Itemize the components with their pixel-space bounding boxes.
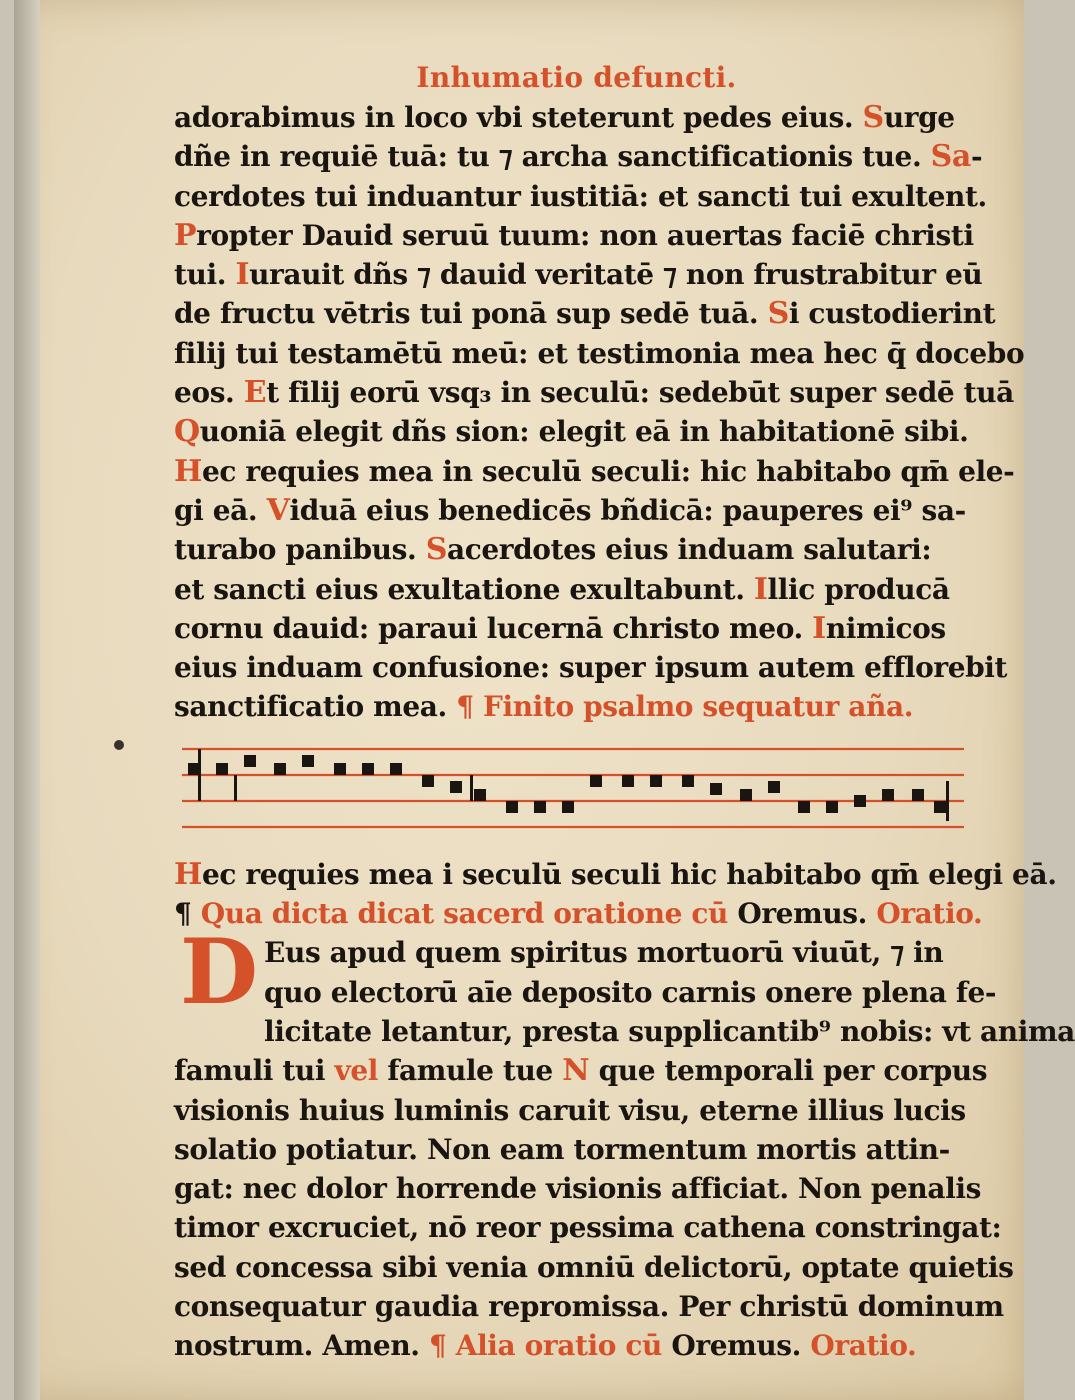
text-line <box>174 933 979 972</box>
text-line <box>174 1287 1004 1326</box>
body-text: eos. <box>174 376 244 410</box>
rubric-text: Sa <box>930 139 971 175</box>
neume <box>710 783 722 795</box>
text-line <box>174 1091 979 1130</box>
rubric-text: ¶ Finito psalmo sequatur aña. <box>456 690 914 724</box>
neume-stem <box>234 775 237 801</box>
rubric-text: P <box>174 217 197 253</box>
body-text: i custodierint <box>788 297 996 331</box>
body-text: sed concessa sibi venia omniū delictorū, optate quietis <box>174 1250 1014 1284</box>
body-text: nimicos <box>825 611 946 645</box>
neume <box>854 795 866 807</box>
text-line <box>174 216 979 255</box>
text-line <box>174 973 997 1012</box>
rubric-text: Oratio. <box>810 1329 917 1363</box>
body-text: iduā eius benedicēs bñdicā: pauperes ei⁹ sa- <box>289 493 966 527</box>
body-text: gat: nec dolor horrende visionis afficiat. Non penalis <box>174 1172 981 1206</box>
neume <box>650 775 662 787</box>
text-line <box>174 1012 1075 1051</box>
rubric-text: H <box>174 856 202 892</box>
neume <box>682 775 694 787</box>
neume <box>882 789 894 801</box>
psalm-text <box>174 98 1025 727</box>
neume <box>740 789 752 801</box>
text-line <box>174 1208 1002 1247</box>
neume <box>274 763 286 775</box>
text-line <box>174 412 979 451</box>
body-text: cerdotes tui induantur iustitiā: et sancti tui exultent. <box>174 179 987 213</box>
body-text: ec requies mea in seculū seculi: hic habitabo qm̄ ele- <box>201 454 1015 488</box>
neume <box>302 755 314 767</box>
body-text: et sancti eius exultatione exultabunt. <box>174 572 754 606</box>
ink-spot <box>114 740 124 750</box>
text-line <box>174 491 979 530</box>
body-text: quo electorū aīe deposito carnis onere plena fe- <box>264 975 997 1009</box>
text-line <box>174 255 983 294</box>
body-text: que temporali per corpus <box>589 1054 988 1088</box>
book-page <box>14 0 1075 1400</box>
body-text: Eus apud quem spiritus mortuorū viuūt, ⁊ in <box>264 936 944 970</box>
text-line <box>174 137 983 176</box>
rubric-text: Qua dicta dicat sacerd oratione cū <box>200 897 728 931</box>
neume-stem <box>198 749 201 801</box>
body-text: sanctificatio mea. <box>174 690 457 724</box>
body-text: t filij eorū vsq₃ in seculū: sedebūt super sedē tuā <box>266 376 1014 410</box>
neume-stem <box>946 781 949 821</box>
text-line <box>174 177 987 216</box>
neume <box>798 801 810 813</box>
body-text: adorabimus in loco vbi steterunt pedes eius. <box>174 101 863 134</box>
text-line <box>174 452 1015 491</box>
body-text: cornu dauid: paraui lucernā christo meo. <box>174 611 813 645</box>
rubric-text: Q <box>174 414 200 450</box>
body-text: famuli tui <box>174 1054 335 1088</box>
body-text: de fructu vētris tui ponā sup sedē tuā. <box>174 297 768 331</box>
neume-stem <box>470 775 473 801</box>
rubric-text: S <box>425 532 447 568</box>
text-line <box>174 609 979 648</box>
text-line <box>174 1051 988 1090</box>
rubric-text: V <box>266 492 290 528</box>
body-text: visionis huius luminis caruit visu, eterne illius lucis <box>174 1093 966 1127</box>
body-text: ec requies mea i seculū seculi hic habitabo qm̄ elegi eā. <box>201 857 1057 891</box>
text-line <box>174 570 979 609</box>
neume <box>422 775 434 787</box>
neume <box>826 801 838 813</box>
text-line <box>174 894 983 933</box>
body-text: timor excruciet, nō reor pessima cathena constringat: <box>174 1211 1002 1245</box>
neume <box>506 801 518 813</box>
body-text: Oremus. <box>662 1329 811 1363</box>
body-text: tui. <box>174 258 236 292</box>
neume <box>450 781 462 793</box>
text-line <box>174 648 1008 687</box>
neume <box>334 763 346 775</box>
neume <box>534 801 546 813</box>
body-text: ¶ <box>174 897 201 931</box>
rubric-text: I <box>812 610 826 646</box>
text-line <box>174 687 979 726</box>
rubric-text: I <box>753 571 768 607</box>
body-text: turabo panibus. <box>174 533 426 567</box>
neume <box>768 781 780 793</box>
body-text: gi eā. <box>174 493 267 527</box>
body-text: llic producā <box>767 572 950 606</box>
body-text: acerdotes eius induam salutari: <box>446 533 932 567</box>
rubric-text: H <box>174 453 202 489</box>
text-block <box>174 58 1075 1366</box>
neume <box>216 763 228 775</box>
neume <box>622 775 634 787</box>
body-text: eius induam confusione: super ipsum autem efflorebit <box>174 651 1008 685</box>
prayer-text <box>174 919 1075 1365</box>
neume <box>390 763 402 775</box>
body-text: famule tue <box>378 1054 563 1088</box>
antiphon-text <box>174 855 1057 934</box>
chant-staff <box>174 741 979 849</box>
body-text: - <box>970 140 983 174</box>
decorated-initial: D <box>180 919 259 1026</box>
text-line <box>174 530 979 569</box>
page-gutter-shadow <box>14 0 40 1400</box>
rubric-text: Oratio. <box>876 897 983 931</box>
prayer-section <box>174 919 1075 1365</box>
neume <box>362 763 374 775</box>
rubric-text: I <box>235 257 250 293</box>
neume <box>912 789 924 801</box>
body-text: ropter Dauid seruū tuum: non auertas faciē christi <box>196 218 974 252</box>
text-line <box>174 855 1057 894</box>
neume <box>590 775 602 787</box>
text-line <box>174 1130 979 1169</box>
body-text: urauit dñs ⁊ dauid veritatē ⁊ non frustrabitur eū <box>249 258 983 292</box>
rubric-text: N <box>562 1053 590 1089</box>
neume <box>934 801 946 813</box>
text-line <box>174 334 1025 373</box>
body-text: filij tui testamētū meū: et testimonia mea hec q̄ docebo <box>174 336 1025 370</box>
body-text: Oremus. <box>727 897 877 931</box>
neume <box>562 801 574 813</box>
text-line <box>174 1248 1014 1287</box>
body-text: dñe in requiē tuā: tu ⁊ archa sanctificationis tue. <box>174 140 931 174</box>
body-text: nostrum. Amen. <box>174 1329 429 1363</box>
neume <box>244 755 256 767</box>
neume <box>474 789 486 801</box>
rubric-text: E <box>243 375 267 411</box>
text-line <box>174 98 979 137</box>
body-text: urge <box>883 101 955 134</box>
body-text: licitate letantur, presta supplicantib⁹ nobis: vt anima <box>264 1014 1075 1048</box>
text-line <box>174 294 996 333</box>
rubric-text: ¶ Alia oratio cū <box>428 1329 663 1363</box>
text-line <box>174 1326 979 1365</box>
text-line <box>174 373 1014 412</box>
rubric-text: S <box>767 296 789 332</box>
rubric-text: S <box>862 100 884 135</box>
text-line <box>174 1169 979 1208</box>
page-heading: Inhumatio defuncti. <box>416 61 737 94</box>
rubric-text: vel <box>334 1054 379 1088</box>
body-text: consequatur gaudia repromissa. Per christū dominum <box>174 1290 1004 1324</box>
body-text: solatio potiatur. Non eam tormentum mortis attin- <box>174 1132 950 1166</box>
body-text: uoniā elegit dñs sion: elegit eā in habitationē sibi. <box>199 415 969 449</box>
music-notation <box>174 741 979 849</box>
